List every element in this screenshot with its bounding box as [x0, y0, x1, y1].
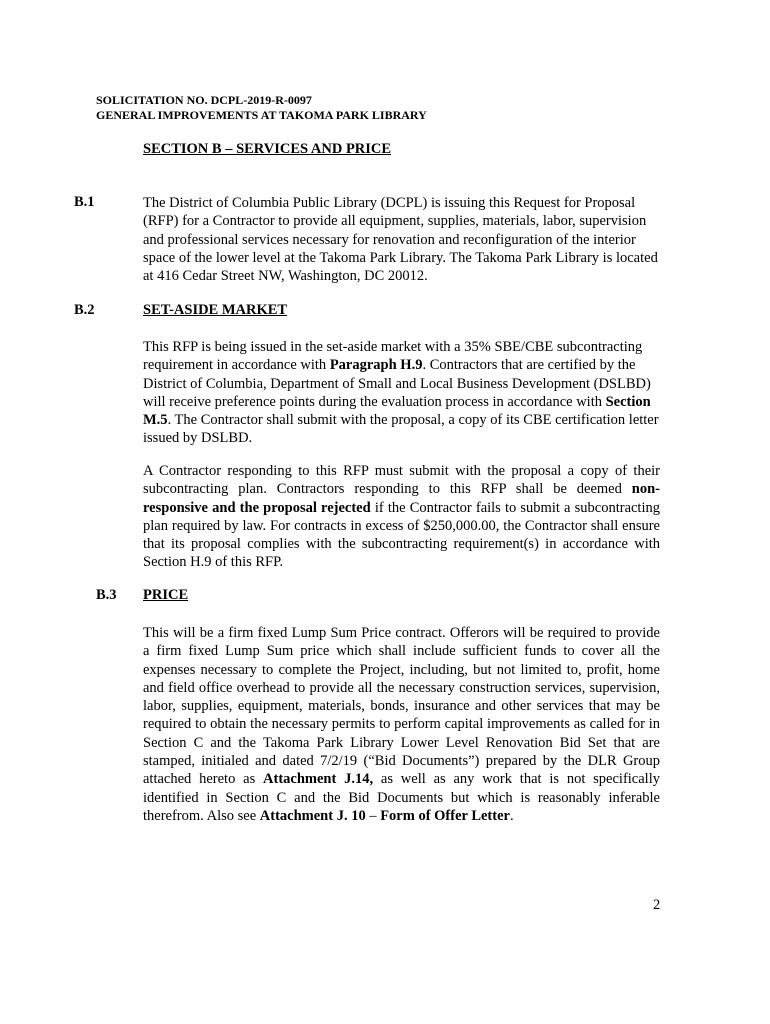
- attachment-j10-ref: Attachment J. 10: [259, 807, 366, 824]
- solicitation-title: GENERAL IMPROVEMENTS AT TAKOMA PARK LIBRARY: [96, 108, 427, 122]
- b3-paragraph: This will be a firm fixed Lump Sum Price contract. Offerors will be required to provide a firm fixed Lump Sum price which shall include sufficient funds to cover all the expenses necessary to complete the Project, including, but not limited to, profit, home and field office overhead to provide all the necessary construction services, supervision, labor, supplies, equipment, materials, bonds, insurance and other services that may be required to obtain the necessary permits to perform capital improvements as called for in Section C and the Takoma Park Library Lower Level Renovation Bid Set that are stamped, initialed and dated 7/2/19 (“Bid Documents”) prepared by the DLR Group attached hereto as Attachment J.14, as well as any work that is not specifically identified in Section C and the Bid Documents but which is reasonably inferable therefrom. Also see Attachment J. 10 – Form of Offer Letter.: [143, 625, 660, 824]
- page-number: 2: [653, 897, 661, 913]
- solicitation-number: SOLICITATION NO. DCPL-2019-R-0097: [96, 93, 312, 107]
- document-header: [96, 93, 427, 123]
- attachment-j14-ref: Attachment J.14,: [263, 771, 374, 788]
- paragraph-h9-ref: Paragraph H.9: [329, 357, 423, 374]
- b3-number: B.3: [96, 587, 117, 603]
- b2-paragraph-1: This RFP is being issued in the set-aside market with a 35% SBE/CBE subcontracting requirement in accordance with Paragraph H.9. Contractors that are certified by the District of Columbia, Department of Small and Local Business Development (DSLBD) will receive preference points during the evaluation process in accordance with Section M.5. The Contractor shall submit with the proposal, a copy of its CBE certification letter issued by DSLBD.: [143, 339, 659, 447]
- b2-heading: SET-ASIDE MARKET: [143, 302, 288, 318]
- section-title: SECTION B – SERVICES AND PRICE: [143, 141, 392, 157]
- form-of-offer-letter-ref: Form of Offer Letter: [380, 807, 510, 824]
- section-m5-ref: Section M.5: [143, 393, 651, 429]
- b2-number: B.2: [74, 302, 95, 318]
- b1-number: B.1: [74, 194, 95, 210]
- b1-paragraph: The District of Columbia Public Library (DCPL) is issuing this Request for Proposal (RFP) for a Contractor to provide all equipment, supplies, materials, labor, supervision and professional services necessary for renovation and reconfiguration of the interior space of the lower level at the Takoma Park Library. The Takoma Park Library is located at 416 Cedar Street NW, Washington, DC 20012.: [143, 195, 658, 285]
- non-responsive-clause: non-responsive and the proposal rejected: [143, 481, 660, 516]
- b3-heading: PRICE: [143, 587, 189, 603]
- b2-paragraph-2: A Contractor responding to this RFP must submit with the proposal a copy of their subcontracting plan. Contractors responding to this RFP shall be deemed non-responsive and the proposal rejected if the Contractor fails to submit a subcontracting plan required by law. For contracts in excess of $250,000.00, the Contractor shall ensure that its proposal complies with the subcontracting requirement(s) in accordance with Section H.9 of this RFP.: [143, 463, 660, 571]
